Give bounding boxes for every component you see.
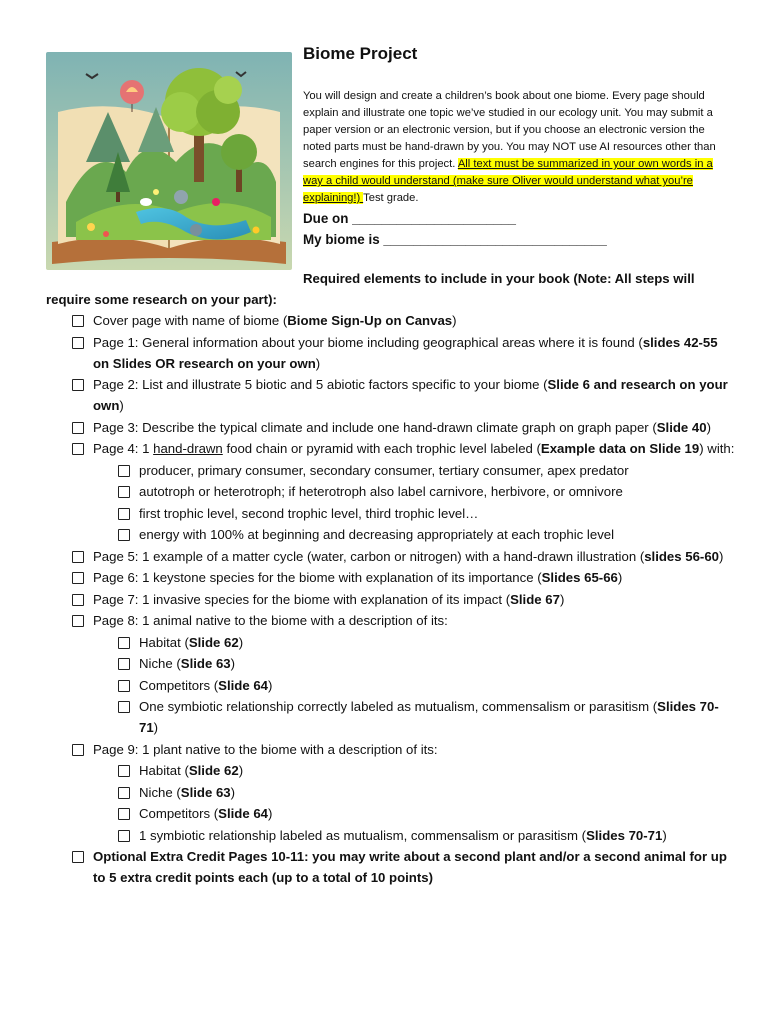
checkbox[interactable] (118, 830, 130, 842)
item-text: One symbiotic relationship correctly labeled as mutualism, commensalism or parasitism ( (139, 699, 658, 714)
list-item (46, 438, 736, 459)
item-bold: Slide 62 (188, 634, 239, 650)
sub-list-item (46, 503, 736, 524)
checkbox[interactable] (118, 787, 130, 799)
intro-highlight: All text must be summarized in your own words in a way a child would understand (make sure Oliver would understand what you’re explaining!) (303, 158, 713, 204)
sub-list-item (46, 675, 736, 696)
checkbox[interactable] (72, 594, 84, 606)
sub-list-item (46, 825, 736, 846)
item-text: Page 4: 1 (93, 441, 154, 456)
due-block (303, 208, 607, 250)
item-text: Page 9: 1 plant native to the biome with a description of its: (93, 741, 438, 757)
checkbox[interactable] (118, 658, 130, 670)
item-text: ) (268, 806, 273, 821)
list-item (46, 846, 736, 888)
item-bold: Optional Extra Credit Pages 10-11: you may write about a second plant and/or a second animal for up to 5 extra credit points each (up to a total of 10 points) (93, 849, 727, 885)
checkbox[interactable] (72, 379, 84, 391)
item-text: Page 8: 1 animal native to the biome with a description of its: (93, 613, 448, 628)
list-item (46, 739, 736, 760)
sub-list-item (46, 653, 736, 674)
item-bold: Example data on Slide 19 (540, 441, 700, 456)
item-text: Niche ( (139, 656, 181, 671)
checkbox[interactable] (118, 637, 130, 649)
page-title: Biome Project (303, 44, 418, 63)
item-text: ) (238, 763, 244, 778)
item-bold: Slide 62 (188, 763, 239, 778)
item-text: ) with: (699, 441, 735, 456)
due-date-line: Due on ______________________ (303, 211, 516, 226)
intro-paragraph (303, 88, 718, 207)
list-item (46, 589, 736, 610)
intro-suffix: Test grade. (363, 192, 419, 204)
item-text: Page 6: 1 keystone species for the biome with explanation of its importance ( (93, 570, 542, 585)
sub-list-item (46, 782, 736, 803)
item-text: ) (153, 720, 159, 735)
item-text: ) (559, 591, 565, 607)
checkbox[interactable] (118, 508, 130, 520)
book-scene-image (46, 52, 292, 270)
list-item (46, 310, 736, 331)
item-text: Competitors ( (139, 677, 219, 693)
item-text: energy with 100% at beginning and decreasing appropriately at each trophic level (139, 527, 615, 542)
checkbox[interactable] (118, 765, 130, 777)
checkbox[interactable] (72, 851, 84, 863)
list-item (46, 610, 736, 631)
sub-list-item (46, 803, 736, 824)
item-bold: Slide 67 (510, 591, 560, 607)
item-text: Page 2: List and illustrate 5 biotic and 5 abiotic factors specific to your biome ( (93, 377, 548, 392)
item-text: Page 5: 1 example of a matter cycle (water, carbon or nitrogen) with a hand-drawn illustration ( (93, 548, 645, 564)
intro-text: You will design and create a children’s book about one biome. Every page should explain and illustrate one topic we’ve studied in our ecology unit. You may submit a paper version or an electronic version, but if you choose an electronic version the noted parts must be hand-drawn by you. You may NOT use AI resources other than search engines for this project. (303, 90, 716, 170)
item-bold: Slides 70-71 (139, 699, 719, 735)
list-item (46, 332, 736, 374)
checkbox[interactable] (72, 422, 84, 434)
checkbox[interactable] (118, 486, 130, 498)
item-bold: Slides 70-71 (586, 827, 663, 843)
item-text: ) (230, 784, 236, 800)
requirements-list (46, 310, 736, 889)
item-text: ) (238, 634, 244, 650)
item-text: ) (617, 570, 623, 585)
item-text: ) (230, 656, 236, 671)
item-bold: Slide 64 (218, 677, 269, 693)
list-item (46, 546, 736, 567)
list-item (46, 374, 736, 416)
item-bold: Slide 40 (656, 419, 707, 435)
item-text: Page 7: 1 invasive species for the biome with explanation of its impact ( (93, 591, 511, 607)
item-text: Habitat ( (139, 763, 189, 778)
item-text: ) (119, 398, 124, 413)
checkbox[interactable] (118, 808, 130, 820)
item-bold: slides 42-55 on Slides OR research on your own (93, 334, 718, 371)
checkbox[interactable] (72, 572, 84, 584)
item-bold: Slides 65-66 (541, 570, 618, 585)
sub-list-item (46, 481, 736, 502)
checkbox[interactable] (72, 337, 84, 349)
checkbox[interactable] (118, 465, 130, 477)
item-text: producer, primary consumer, secondary consumer, tertiary consumer, apex predator (139, 462, 629, 478)
checkbox[interactable] (72, 615, 84, 627)
item-text: Niche ( (139, 784, 181, 800)
item-bold: Slide 63 (180, 656, 231, 671)
item-text: food chain or pyramid with each trophic level labeled ( (222, 441, 541, 456)
item-bold: Slide 64 (218, 806, 269, 821)
sub-list-item (46, 460, 736, 481)
sub-list-item (46, 760, 736, 781)
item-text: Competitors ( (139, 806, 219, 821)
item-text: first trophic level, second trophic level, third trophic level… (139, 505, 479, 521)
checkbox[interactable] (72, 315, 84, 327)
list-item (46, 567, 736, 588)
item-text: ) (268, 677, 273, 693)
item-text: Page 3: Describe the typical climate and include one hand-drawn climate graph on graph paper ( (93, 419, 657, 435)
sub-list-item (46, 632, 736, 653)
biome-book-illustration (46, 52, 292, 270)
checkbox[interactable] (118, 529, 130, 541)
checkbox[interactable] (118, 680, 130, 692)
checkbox[interactable] (72, 443, 84, 455)
required-heading: Required elements to include in your book (Note: All steps will require some research on your part): (46, 271, 695, 307)
item-bold: slides 56-60 (644, 548, 719, 564)
item-text: Page 1: General information about your biome including geographical areas where it is found ( (93, 334, 643, 350)
item-text: ) (662, 827, 667, 843)
item-underline: hand-drawn (153, 441, 223, 456)
checkbox[interactable] (72, 551, 84, 563)
item-text: ) (706, 419, 711, 435)
checkbox[interactable] (118, 701, 130, 713)
list-item (46, 417, 736, 438)
sub-list-item (46, 696, 736, 738)
item-text: Habitat ( (139, 634, 189, 650)
item-text: 1 symbiotic relationship labeled as mutualism, commensalism or parasitism ( (139, 827, 587, 843)
checkbox[interactable] (72, 744, 84, 756)
item-text: ) (315, 355, 321, 371)
my-biome-line: My biome is ______________________________ (303, 232, 607, 247)
item-text: Cover page with name of biome ( (93, 313, 288, 328)
item-bold: Biome Sign-Up on Canvas (287, 313, 453, 328)
item-text: ) (452, 313, 457, 328)
item-text: ) (719, 548, 724, 564)
item-bold: Slide 6 and research on your own (93, 377, 728, 413)
sub-list-item (46, 524, 736, 545)
item-text: autotroph or heterotroph; if heterotroph also label carnivore, herbivore, or omnivore (139, 484, 623, 499)
item-bold: Slide 63 (180, 784, 231, 800)
